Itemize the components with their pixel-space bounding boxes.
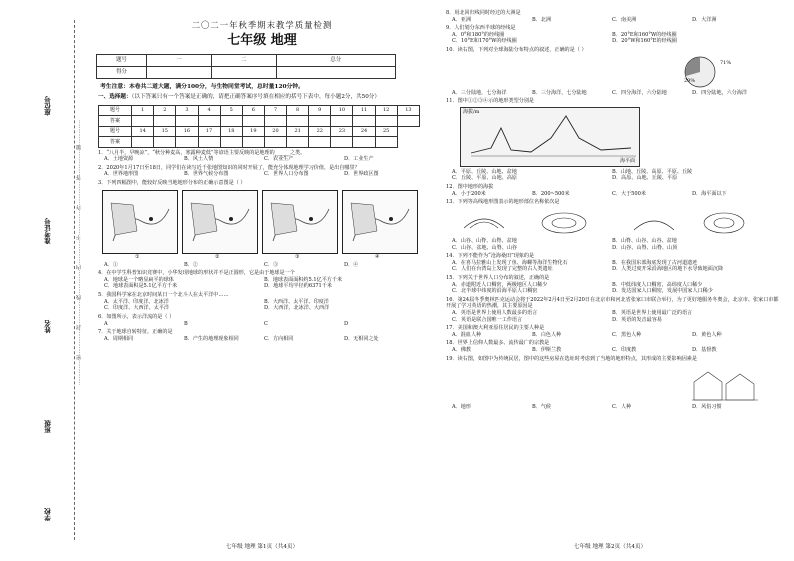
option-item[interactable]: A．山谷、山脊、山脊、盆地 xyxy=(452,237,517,244)
question-options xyxy=(452,238,780,251)
map-image xyxy=(102,190,178,261)
option-item[interactable]: B．20°E和160°W的经线圈 xyxy=(612,31,677,38)
question-options xyxy=(104,336,432,343)
option-item[interactable]: A．在喜马拉雅山上发现了鱼、海螺等海洋生物化石 xyxy=(452,259,568,266)
question-options xyxy=(452,32,780,45)
score-cell: 二 xyxy=(211,54,276,66)
question-options xyxy=(452,17,780,24)
question-text: 17．美国和澳大利亚原住居民的主要人种是 xyxy=(446,325,545,332)
option-item[interactable]: C．英语是联合国唯一工作语言 xyxy=(452,316,523,323)
fold-line xyxy=(74,20,75,540)
exam-number-label: 准考证号 xyxy=(44,218,52,244)
option-item[interactable]: B xyxy=(184,320,188,327)
table-cell: 15 xyxy=(154,126,176,137)
option-item[interactable]: D．地球平均半径约6371千米 xyxy=(264,283,332,290)
table-cell: 22 xyxy=(309,126,331,137)
question-options xyxy=(452,260,780,273)
option-item[interactable]: D．山谷、山脊、山脊、山顶 xyxy=(612,244,678,251)
option-item[interactable]: C．10°E和170°W的经线圈 xyxy=(452,38,517,45)
question-options xyxy=(452,404,780,411)
option-item[interactable]: C．大于500米 xyxy=(612,190,646,197)
elevation-profile-chart xyxy=(460,107,640,167)
option-item[interactable]: A．混血人种 xyxy=(452,331,482,338)
exam-title: 二〇二一年秋季期末教学质量检测 xyxy=(191,20,333,30)
table-cell: 9 xyxy=(309,105,331,116)
option-item[interactable]: D．风俗习惯 xyxy=(692,404,722,411)
answer-cell[interactable] xyxy=(198,137,220,148)
answer-cell[interactable] xyxy=(309,116,331,127)
question-options xyxy=(452,332,780,339)
option-item[interactable]: B．山地、丘陵、高原、平原、丘陵 xyxy=(612,168,693,175)
table-cell: 10 xyxy=(331,105,353,116)
option-item[interactable]: D．世界政区图 xyxy=(344,171,379,178)
question-options xyxy=(452,90,780,97)
option-item[interactable]: B．在我国东部海底发现了古河道遗迹 xyxy=(612,259,698,266)
question-text: 5．我国科学家在北京时间某日一个北斗人在太平洋中…… xyxy=(98,292,229,299)
option-item[interactable]: A．佛教 xyxy=(452,347,471,354)
question-text: 2．2020年1月17日至18日，同学们在读写近千张地图知识的同时开展了，能充分体现地理学习价值，是出自哪里？ xyxy=(98,164,360,171)
answer-cell[interactable] xyxy=(154,137,176,148)
name-label: 姓名 xyxy=(44,320,52,333)
table-cell: 20 xyxy=(264,126,286,137)
option-item[interactable]: C．南美洲 xyxy=(612,16,637,23)
question-text: 19．读右图，如图中为传统民居，图中的这些房屋在选址时考虑到了当地的地形特点，其形成的主要影响因素是 xyxy=(446,355,697,362)
option-item[interactable]: C．人种 xyxy=(612,404,632,411)
table-cell: 16 xyxy=(176,126,198,137)
option-item[interactable]: A．地形 xyxy=(452,404,471,411)
option-item[interactable]: D．发达国家人口稠密，发展中国家人口稀少 xyxy=(612,288,713,295)
option-item[interactable]: B．山脊、山谷、山谷、盆地 xyxy=(612,237,677,244)
question-text: 12．图中地形的海拔 xyxy=(446,184,494,191)
question-options xyxy=(104,277,432,290)
question-text: 14．下列不能作为“沧海桑田”现象的是 xyxy=(446,253,535,260)
option-item[interactable]: A．① xyxy=(104,261,118,268)
section-heading xyxy=(98,94,432,101)
pie-label: 71% xyxy=(720,59,732,66)
answer-cell[interactable] xyxy=(242,116,264,127)
question-text: 8．用北回归线同时经过的大洲是 xyxy=(446,10,521,16)
option-item[interactable]: A．太平洋、印度洋、北冰洋 xyxy=(104,298,169,305)
table-cell: 13 xyxy=(397,105,419,116)
option-item[interactable]: B．中低纬度人口稠密，高纬度人口稀少 xyxy=(612,281,703,288)
table-cell: 题号 xyxy=(99,126,132,137)
answer-cell[interactable] xyxy=(287,116,309,127)
map-image xyxy=(182,190,258,261)
score-input-2[interactable] xyxy=(211,66,276,78)
score-cell: 得分 xyxy=(97,66,147,78)
table-cell: 17 xyxy=(198,126,220,137)
table-cell: 21 xyxy=(287,126,309,137)
option-item[interactable]: C．黑色人种 xyxy=(612,331,642,338)
option-item[interactable]: B．北洲 xyxy=(532,16,552,23)
option-item[interactable]: C．四分海洋，六分陆地 xyxy=(612,89,667,96)
option-item[interactable]: B．风土人情 xyxy=(184,156,214,163)
option-item[interactable]: D．④ xyxy=(344,261,359,268)
answer-cell[interactable] xyxy=(220,137,242,148)
map-label: ③ xyxy=(295,254,300,261)
score-cell: 总分 xyxy=(276,54,395,66)
question-options xyxy=(104,321,432,328)
option-item[interactable]: B．② xyxy=(184,261,198,268)
option-item[interactable]: C xyxy=(264,320,268,327)
score-table xyxy=(96,54,396,79)
question-text: 7．关于地球自转特征，正确的是 xyxy=(98,329,173,336)
question-options xyxy=(104,156,432,163)
option-item[interactable]: D．高原、山地、丘陵、平原 xyxy=(612,175,678,182)
table-cell: 7 xyxy=(264,105,286,116)
table-cell: 3 xyxy=(176,105,198,116)
option-item[interactable]: A．平原、丘陵、山地、盆地 xyxy=(452,168,517,175)
answer-cell[interactable] xyxy=(176,137,198,148)
option-item[interactable]: B．大西洋、太平洋、印度洋 xyxy=(264,298,329,305)
option-item[interactable]: C．山谷、盆地、山脊、山谷 xyxy=(452,244,518,251)
table-cell: 24 xyxy=(353,126,375,137)
score-cell: 一 xyxy=(147,54,212,66)
option-item[interactable]: D．四分陆地，六分海洋 xyxy=(692,89,748,96)
section-title: 一、选择题： xyxy=(98,94,132,101)
chart-ylabel: 海拔/m xyxy=(463,108,480,115)
option-item[interactable]: C．印度教 xyxy=(612,347,637,354)
option-item[interactable]: B．气候 xyxy=(532,404,552,411)
table-cell: 11 xyxy=(353,105,375,116)
question-text: 3．下列四幅图中，能较好反映当地地形分布的正确示意图是（ ） xyxy=(98,180,246,187)
option-item[interactable]: C．人们在台湾岛上发现了完整的古人类遗址 xyxy=(452,266,553,273)
option-item[interactable]: A．0°和180°的经线圈 xyxy=(452,31,505,38)
question-options xyxy=(452,310,780,323)
option-item[interactable]: B．伊斯兰教 xyxy=(532,347,562,354)
answer-cell[interactable] xyxy=(375,137,397,148)
option-item[interactable]: C．地球表面积是5.1亿平方千米 xyxy=(104,283,178,290)
table-cell: 2 xyxy=(154,105,176,116)
table-cell: 23 xyxy=(331,126,353,137)
page-right xyxy=(440,8,780,553)
question-options xyxy=(104,171,432,178)
option-item[interactable]: B．世界气候分布图 xyxy=(184,171,229,178)
option-item[interactable]: A．赤道附近人口稠密，两极地区人口稀少 xyxy=(452,281,548,288)
map-label: ② xyxy=(215,254,220,261)
option-item[interactable]: B．地球表面面积约5.1亿平方千米 xyxy=(264,276,343,283)
answer-cell[interactable] xyxy=(264,137,286,148)
question-text: 13．下列等高线地形图表示的地形部位名称依次是 xyxy=(446,199,560,206)
map-image xyxy=(342,190,418,261)
option-item[interactable]: B．白色人种 xyxy=(532,331,562,338)
table-cell: 4 xyxy=(198,105,220,116)
answer-cell[interactable] xyxy=(242,137,264,148)
score-input-1[interactable] xyxy=(147,66,212,78)
section-desc: （以下答案只有一个答案是正确的，请把正确答案序号填在相应的括号下表中，每小题2分，共50分） xyxy=(131,94,380,101)
question-options xyxy=(104,262,432,269)
question-text: 11．图中①②③④示的地形类型分别是 xyxy=(446,98,534,105)
option-item[interactable]: D．基督教 xyxy=(692,347,717,354)
question-text: 9．人们划分东西半球的经线是 xyxy=(446,25,516,32)
land-sea-pie-chart xyxy=(680,54,750,90)
table-cell: 14 xyxy=(132,126,154,137)
chart-caption: 海平面 xyxy=(619,158,635,165)
table-cell: 19 xyxy=(242,126,264,137)
table-cell: 1 xyxy=(132,105,154,116)
table-cell: 答案 xyxy=(99,116,132,127)
option-item[interactable]: A xyxy=(104,320,108,327)
answer-cell[interactable] xyxy=(353,137,375,148)
option-item[interactable]: C．③ xyxy=(264,261,279,268)
option-item[interactable]: C．方向相同 xyxy=(264,335,294,342)
seal-line-text: ……………密……………封……………线……………内……………不……………许……………答……………题…………… xyxy=(76,120,82,385)
map-label: ① xyxy=(135,254,140,261)
question-text: 15．下列关于世界人口分布的叙述，正确的是 xyxy=(446,274,550,281)
question-options xyxy=(452,169,780,182)
table-cell: 25 xyxy=(375,126,397,137)
table-cell: 8 xyxy=(287,105,309,116)
question-options xyxy=(104,299,432,312)
answer-cell[interactable] xyxy=(220,116,242,127)
option-item[interactable]: B．英语是世界上使用最广泛的语言 xyxy=(612,310,693,317)
answer-cell[interactable] xyxy=(287,137,309,148)
page-footer-right: 七年级 地理 第2页（共4页） xyxy=(573,543,647,550)
left-questions xyxy=(92,150,432,343)
option-item[interactable]: D．黄色人种 xyxy=(692,331,722,338)
option-item[interactable]: D．大西洋、北冰洋、大西洋 xyxy=(264,305,330,312)
option-item[interactable]: B．三分海洋，七分陆地 xyxy=(532,89,587,96)
option-item[interactable]: A．亚洲 xyxy=(452,16,471,23)
option-item[interactable]: D xyxy=(344,320,349,327)
answer-cell[interactable] xyxy=(331,137,353,148)
option-item[interactable]: A．英语是世界上使用人数最多的语言 xyxy=(452,310,538,317)
answer-cell[interactable] xyxy=(132,116,154,127)
option-item[interactable]: C．印度洋、大西洋、太平洋 xyxy=(104,305,170,312)
map-image xyxy=(262,190,338,261)
answer-cell[interactable] xyxy=(176,116,198,127)
seat-number-label: 座位号 xyxy=(44,96,52,116)
option-item[interactable]: A．周期相同 xyxy=(104,335,134,342)
score-input-total[interactable] xyxy=(276,66,395,78)
option-item[interactable]: D．英语的发音最容易 xyxy=(612,316,662,323)
option-item[interactable]: D．大洋洲 xyxy=(692,16,717,23)
score-cell: 题号 xyxy=(97,54,147,66)
table-cell: 18 xyxy=(220,126,242,137)
option-item[interactable]: A．世界地形图 xyxy=(104,171,139,178)
question-text: 4．在中学生科普知识竞赛中，小华发现地球的形状并不是正圆形，它是由于地球是一个 xyxy=(98,270,295,277)
option-item[interactable]: D．海平面以下 xyxy=(692,190,727,197)
question-text: 6．如图所示，表示洋流的是（ ） xyxy=(98,313,175,320)
option-item[interactable]: A．三分陆地，七分海洋 xyxy=(452,89,507,96)
option-item[interactable]: A．土地资源 xyxy=(104,156,134,163)
answer-table xyxy=(98,105,420,148)
option-item[interactable]: C．北半球中纬度的沿海平原人口稠密 xyxy=(452,288,538,295)
option-item[interactable]: A．小于200米 xyxy=(452,190,486,197)
option-item[interactable]: A．地球是一个略显扁平的球体 xyxy=(104,276,174,283)
table-cell: 题号 xyxy=(99,105,132,116)
right-questions xyxy=(440,10,780,411)
option-item[interactable]: D．工业生产 xyxy=(344,156,374,163)
answer-cell[interactable] xyxy=(198,116,220,127)
exam-subject: 七年级 地理 xyxy=(227,32,297,48)
answer-cell[interactable] xyxy=(154,116,176,127)
exam-notice: 考生注意：本卷共二道大题，满分100分，与生物同堂考试，总时量120分钟。 xyxy=(100,83,304,90)
answer-cell[interactable] xyxy=(397,116,419,127)
answer-cell[interactable] xyxy=(132,137,154,148)
question-options xyxy=(452,282,780,295)
answer-cell[interactable] xyxy=(331,116,353,127)
option-item[interactable]: C．世界人口分布图 xyxy=(264,171,309,178)
question-text: 16．第24届冬季奥林匹克运动会将于2022年2月4日至2月20日在北京市和河北省张家口市联合举行，为了更好地服务冬奥会，北京市、张家口市都开展了学习英语的热潮，其主要原因是 xyxy=(446,296,779,310)
table-cell: 12 xyxy=(375,105,397,116)
school-label: 学校 xyxy=(44,508,52,521)
answer-cell[interactable] xyxy=(309,137,331,148)
question-text: 10．读右图，下列对全球海陆分布特点的叙述，正确的是（ ） xyxy=(446,47,587,54)
maps-figure xyxy=(102,190,432,261)
answer-cell[interactable] xyxy=(264,116,286,127)
option-item[interactable]: B．产生的地理现象相同 xyxy=(184,335,239,342)
answer-cell[interactable] xyxy=(353,116,375,127)
option-item[interactable]: B．200~500米 xyxy=(532,190,570,197)
page-footer-left: 七年级 地理 第1页（共4页） xyxy=(225,543,299,550)
table-cell: 5 xyxy=(220,105,242,116)
option-item[interactable]: C．丘陵、平原、山地、高原 xyxy=(452,175,518,182)
table-cell: 答案 xyxy=(99,137,132,148)
option-item[interactable]: D．人类过度开采沿海地区的地下水导致地面沉降 xyxy=(612,266,724,273)
answer-cell[interactable] xyxy=(375,116,397,127)
question-options xyxy=(452,191,780,198)
question-text: 1．“八月半，早晚凉”，“秋分种麦高，寒露种麦低”等谚语主要反映的是地理的______之类。 xyxy=(98,149,306,156)
map-label: ④ xyxy=(375,254,380,261)
traditional-houses-image xyxy=(690,362,760,404)
option-item[interactable]: D．无相同之处 xyxy=(344,335,379,342)
question-text: 18．世界上信仰人数最多、流传最广的宗教是 xyxy=(446,340,550,347)
option-item[interactable]: C．农业生产 xyxy=(264,156,294,163)
option-item[interactable]: D．20°W和160°E的经线圈 xyxy=(612,38,677,45)
table-cell: 6 xyxy=(242,105,264,116)
page-left xyxy=(92,8,432,553)
class-label: 班级 xyxy=(44,420,52,433)
question-options xyxy=(452,347,780,354)
pie-label: 29% xyxy=(684,77,696,84)
contour-figure xyxy=(454,208,754,238)
binding-margin xyxy=(0,0,92,561)
